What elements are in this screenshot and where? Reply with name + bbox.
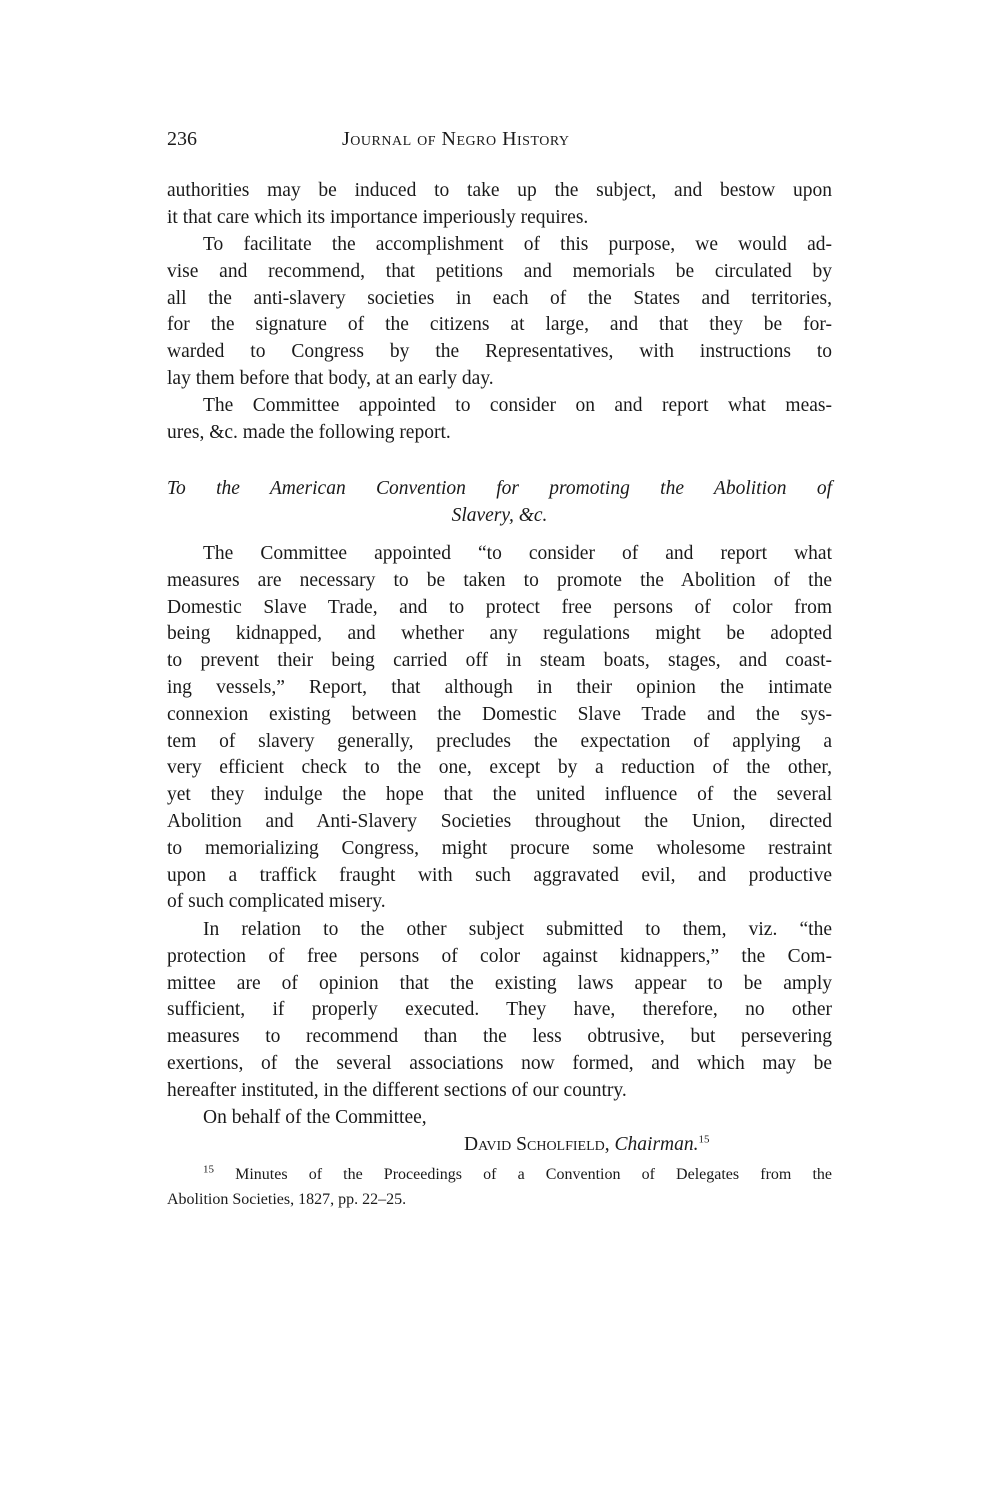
text-line: Domestic Slave Trade, and to protect free persons of color from xyxy=(167,596,832,618)
journal-title: Journal of Negro History xyxy=(342,128,570,150)
heading-line: Slavery, &c. xyxy=(451,504,548,526)
text-line: sufficient, if properly executed. They have, therefore, no other xyxy=(167,999,832,1021)
page-number: 236 xyxy=(167,128,197,150)
signature xyxy=(167,1132,832,1159)
footnote xyxy=(167,1162,832,1212)
text-line: To facilitate the accomplishment of this purpose, we would ad- xyxy=(203,234,832,255)
text-line: authorities may be induced to take up the subject, and bestow upon xyxy=(167,180,832,201)
text-line: ing vessels,” Report, that although in their opinion the intimate xyxy=(167,676,832,698)
text-line: yet they indulge the hope that the united influence of the several xyxy=(167,784,832,806)
text-line: for the signature of the citizens at large, and that they be for- xyxy=(167,314,832,336)
text-line: ures, &c. made the following report. xyxy=(167,421,451,443)
text-line: warded to Congress by the Representatives, with instructions to xyxy=(167,341,832,363)
heading-line: To the American Convention for promoting the Abolition of xyxy=(167,478,832,499)
paragraph-3 xyxy=(167,393,832,447)
paragraph-4 xyxy=(167,541,832,916)
report-heading xyxy=(167,476,832,530)
footnote-ref: 15 xyxy=(698,1133,710,1146)
text-line: very efficient check to the one, except by a reduction of the other, xyxy=(167,757,832,779)
text-line: tem of slavery generally, precludes the expectation of applying a xyxy=(167,730,832,752)
text-line: of such complicated misery. xyxy=(167,891,386,913)
signer-name: David Scholfield, xyxy=(464,1133,610,1155)
text-line: all the anti-slavery societies in each of the States and territories, xyxy=(167,287,832,309)
footnote-line: Abolition Societies, 1827, pp. 22–25. xyxy=(167,1191,407,1208)
text-line: Abolition and Anti-Slavery Societies throughout the Union, directed xyxy=(167,810,832,832)
text-line: vise and recommend, that petitions and memorials be circulated by xyxy=(167,260,832,282)
text-line: mittee are of opinion that the existing laws appear to be amply xyxy=(167,972,832,994)
text-line: to prevent their being carried off in steam boats, stages, and coast- xyxy=(167,650,832,672)
text-line: protection of free persons of color against kidnappers,” the Com- xyxy=(167,945,832,967)
text-line: The Committee appointed to consider on and report what meas- xyxy=(203,395,832,416)
text-line: upon a traffick fraught with such aggravated evil, and productive xyxy=(167,864,832,886)
text-line: to memorializing Congress, might procure some wholesome restraint xyxy=(167,837,832,859)
paragraph-5 xyxy=(167,917,832,1105)
running-header xyxy=(167,128,832,158)
closing xyxy=(167,1105,832,1159)
text-line: measures are necessary to be taken to promote the Abolition of the xyxy=(167,569,832,591)
text-line: In relation to the other subject submitted to them, viz. “the xyxy=(203,919,832,940)
text-line: lay them before that body, at an early day. xyxy=(167,367,494,389)
closing-line: On behalf of the Committee, xyxy=(203,1107,427,1128)
text-line: exertions, of the several associations now formed, and which may be xyxy=(167,1052,832,1074)
signer-title: Chairman. xyxy=(614,1133,699,1155)
footnote-marker: 15 xyxy=(203,1163,214,1176)
text-line: measures to recommend than the less obtrusive, but persevering xyxy=(167,1026,832,1048)
text-line: it that care which its importance imperiously requires. xyxy=(167,206,589,228)
text-line: The Committee appointed “to consider of and report what xyxy=(203,543,832,564)
text-line: connexion existing between the Domestic Slave Trade and the sys- xyxy=(167,703,832,725)
paragraph-2 xyxy=(167,232,832,393)
paragraph-1 xyxy=(167,178,832,232)
footnote-text: Minutes of the Proceedings of a Convention of Delegates from the xyxy=(235,1166,833,1183)
footnote-line xyxy=(167,1162,832,1187)
text-line: being kidnapped, and whether any regulations might be adopted xyxy=(167,623,832,645)
text-line: hereafter instituted, in the different sections of our country. xyxy=(167,1079,627,1101)
